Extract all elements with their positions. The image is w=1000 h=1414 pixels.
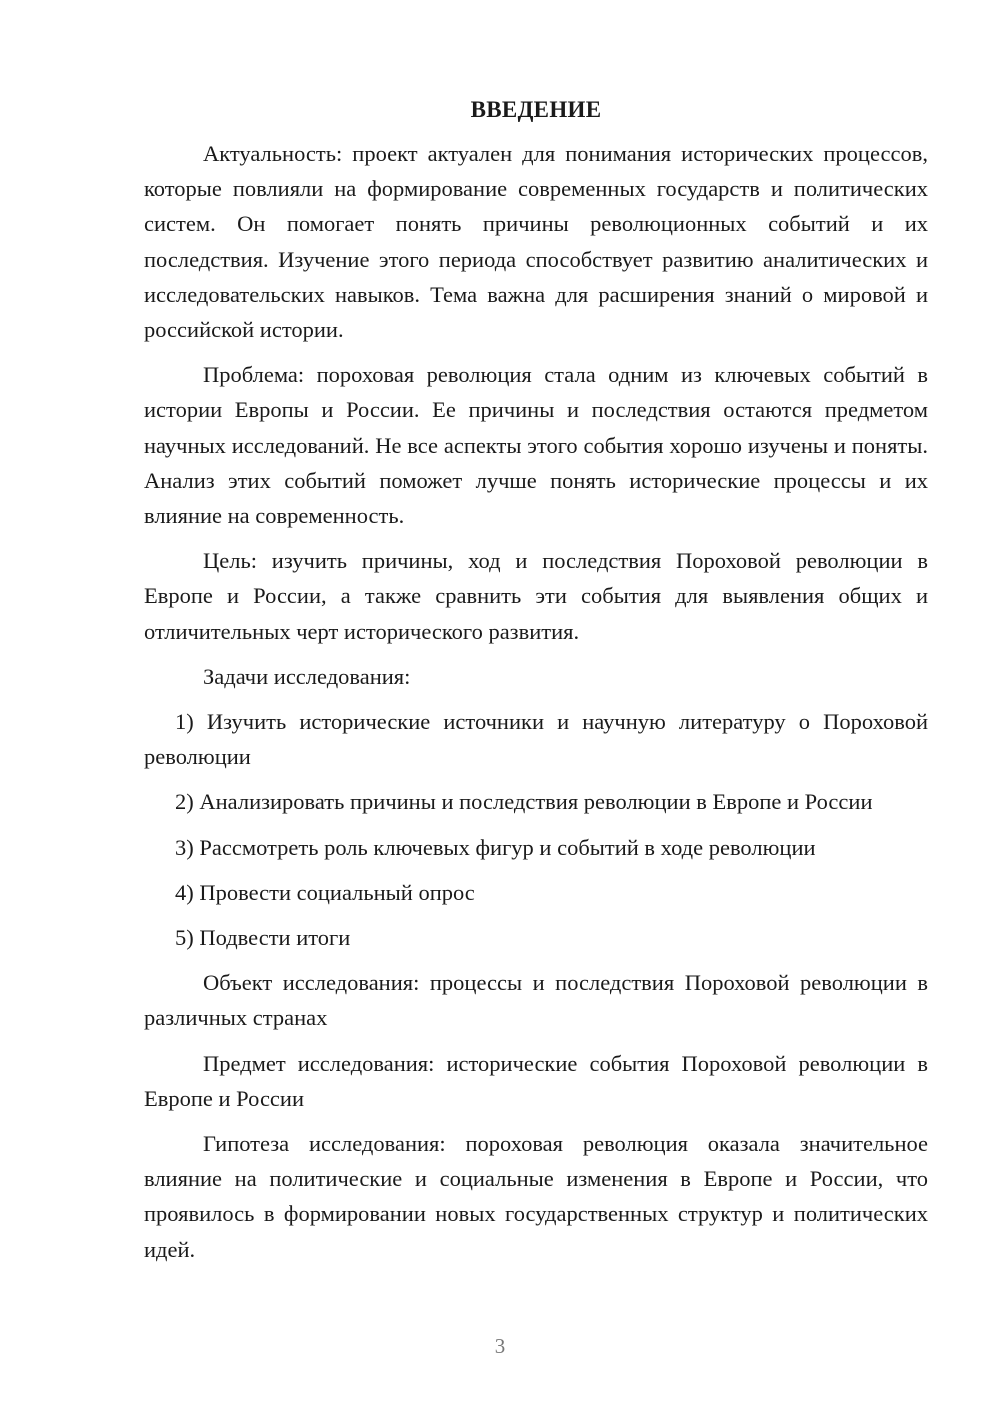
task-item: 4) Провести социальный опрос [175, 879, 475, 905]
problem-paragraph: Проблема: пороховая революция стала одним из ключевых событий в истории Европы и России. Ее причины и последствия остаются предметом научных исследований. Не все аспекты этого события хорошо изучены и поняты. Анализ этих событий поможет лучше понять исторические процессы и их влияние на современность. [144, 362, 928, 529]
task-item: 3) Рассмотреть роль ключевых фигур и событий в ходе революции [175, 834, 816, 860]
tasks-title: Задачи исследования: [203, 663, 411, 689]
task-item: 2) Анализировать причины и последствия революции в Европе и России [175, 789, 873, 815]
page-title: ВВЕДЕНИЕ [470, 97, 602, 122]
subject-paragraph: Предмет исследования: исторические события Пороховой революции в Европе и России [144, 1050, 928, 1111]
object-paragraph: Объект исследования: процессы и последствия Пороховой революции в различных странах [144, 970, 928, 1031]
goal-paragraph: Цель: изучить причины, ход и последствия Пороховой революции в Европе и России, а также сравнить эти события для выявления общих и отличительных черт исторического развития. [144, 548, 928, 644]
document-page [144, 92, 928, 1267]
hypothesis-paragraph: Гипотеза исследования: пороховая революция оказала значительное влияние на политические и социальные изменения в Европе и России, что проявилось в формировании новых государственных структур и политических идей. [144, 1131, 928, 1262]
page-number: 3 [494, 1334, 506, 1358]
task-item: 5) Подвести итоги [175, 925, 351, 951]
task-item: 1) Изучить исторические источники и научную литературу о Пороховой революции [144, 709, 928, 770]
relevance-paragraph: Актуальность: проект актуален для понимания исторических процессов, которые повлияли на формирование современных государств и политических систем. Он помогает понять причины революционных событий и их последствия. Изучение этого периода способствует развитию аналитических и исследовательских навыков. Тема важна для расширения знаний о мировой и российской истории. [144, 141, 928, 343]
